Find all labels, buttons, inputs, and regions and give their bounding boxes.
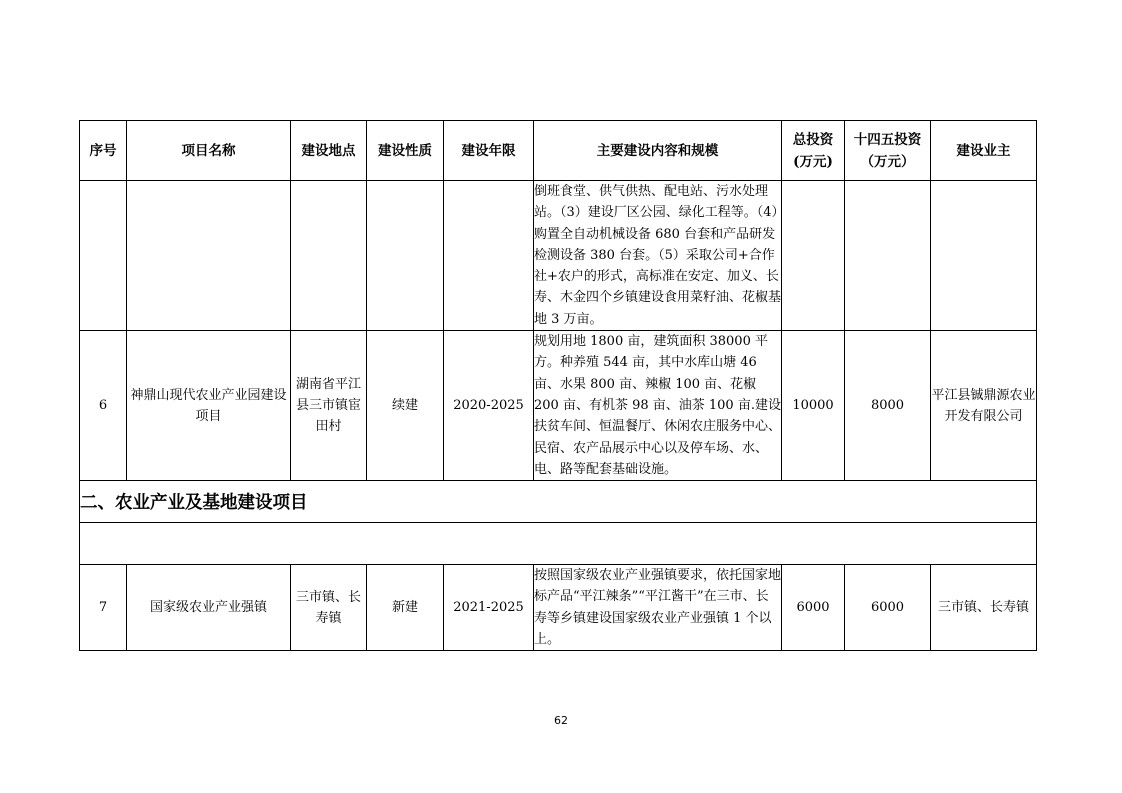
table-row <box>80 181 1037 331</box>
header-fyp-invest-line1: 十四五投资 <box>853 131 922 148</box>
header-total-invest <box>782 121 845 181</box>
cell-total-invest: 10000 <box>782 331 845 481</box>
cell-total-invest: 6000 <box>782 565 845 651</box>
cell-name <box>127 181 291 331</box>
cell-location: 湖南省平江县三市镇宦田村 <box>291 331 367 481</box>
cell-owner: 三市镇、长寿镇 <box>931 565 1037 651</box>
cell-period: 2020-2025 <box>444 331 534 481</box>
project-table <box>79 120 1037 651</box>
cell-seq <box>80 181 127 331</box>
table-row <box>80 331 1037 481</box>
cell-total-invest <box>782 181 845 331</box>
empty-row <box>80 523 1037 565</box>
cell-seq: 6 <box>80 331 127 481</box>
header-fyp-invest-line2: （万元） <box>860 153 915 170</box>
header-row <box>80 121 1037 181</box>
cell-owner <box>931 181 1037 331</box>
cell-seq: 7 <box>80 565 127 651</box>
cell-owner: 平江县铖鼎源农业开发有限公司 <box>931 331 1037 481</box>
section-row <box>80 481 1037 523</box>
cell-content: 规划用地 1800 亩，建筑面积 38000 平方。种养殖 544 亩，其中水库山塘 46 亩、水果 800 亩、辣椒 100 亩、花椒 200 亩、有机茶 98 亩、油茶 100 亩.建设扶贫车间、恒温餐厅、休闲农庄服务中心、民宿、农产品展示中心以及停车场、水、电、路等配套基础设施。 <box>534 331 782 481</box>
header-total-invest-line1: 总投资 <box>792 131 834 148</box>
header-owner: 建设业主 <box>931 121 1037 181</box>
cell-nature: 续建 <box>367 331 444 481</box>
header-fyp-invest <box>845 121 931 181</box>
cell-fyp-invest: 8000 <box>845 331 931 481</box>
page-number: 62 <box>554 714 568 727</box>
cell-fyp-invest <box>845 181 931 331</box>
empty-cell <box>80 523 1037 565</box>
cell-name: 神鼎山现代农业产业园建设项目 <box>127 331 291 481</box>
header-nature: 建设性质 <box>367 121 444 181</box>
header-location: 建设地点 <box>291 121 367 181</box>
cell-name: 国家级农业产业强镇 <box>127 565 291 651</box>
cell-location <box>291 181 367 331</box>
cell-period <box>444 181 534 331</box>
header-total-invest-line2: (万元) <box>793 153 833 170</box>
cell-location: 三市镇、长寿镇 <box>291 565 367 651</box>
cell-period: 2021-2025 <box>444 565 534 651</box>
table-row <box>80 565 1037 651</box>
cell-fyp-invest: 6000 <box>845 565 931 651</box>
cell-nature: 新建 <box>367 565 444 651</box>
section-title: 二、农业产业及基地建设项目 <box>80 481 1037 523</box>
cell-content: 按照国家级农业产业强镇要求，依托国家地标产品“平江辣条”“平江酱干”在三市、长寿等乡镇建设国家级农业产业强镇 1 个以上。 <box>534 565 782 651</box>
cell-content: 倒班食堂、供气供热、配电站、污水处理站。（3）建设厂区公园、绿化工程等。（4）购置全自动机械设备 680 台套和产品研发检测设备 380 台套。（5）采取公司+合作社+农户的形式，高标准在安定、加义、长寿、木金四个乡镇建设食用菜籽油、花椒基地 3 万亩。 <box>534 181 782 331</box>
header-period: 建设年限 <box>444 121 534 181</box>
header-content: 主要建设内容和规模 <box>534 121 782 181</box>
cell-nature <box>367 181 444 331</box>
header-seq: 序号 <box>80 121 127 181</box>
header-name: 项目名称 <box>127 121 291 181</box>
